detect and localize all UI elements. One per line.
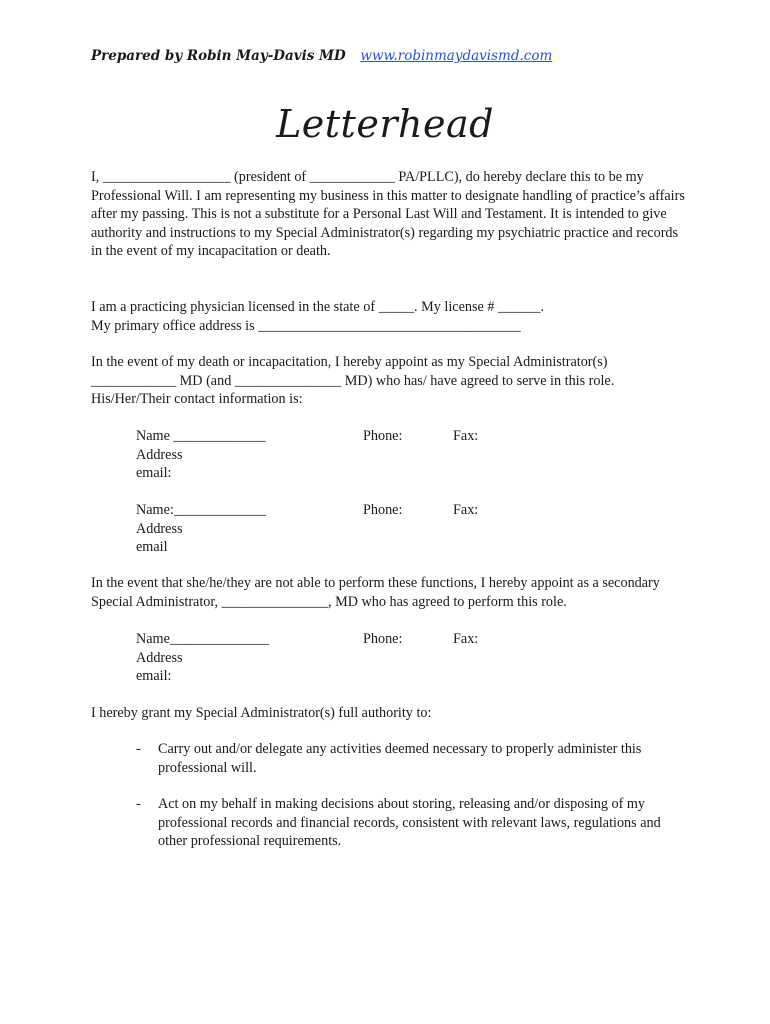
contact-block-3 xyxy=(136,630,636,686)
secondary-appointment-text: In the event that she/he/they are not able to perform these functions, I hereby appoint as a secondary Special Administrator, _______________, MD who has agreed to perform this role. xyxy=(91,575,660,610)
declaration-text: I, __________________ (president of ____________ PA/PLLC), do hereby declare this to be my Professional Will. I am representing my business in this matter to designate handling of practice’s affairs after my passing. This is not a substitute for a Personal Last Will and Testament. It is intended to give authority and instructions to my Special Administrator(s) regarding my psychiatric practice and records in the event of my incapacitation or death. xyxy=(91,169,685,259)
header-website-link[interactable]: www.robinmaydavismd.com xyxy=(360,48,553,64)
bullet-dash: - xyxy=(136,796,141,812)
contact-block-2 xyxy=(136,501,636,557)
office-address-line: My primary office address is _____________________________________ xyxy=(91,317,521,334)
contact2-name: Name:_____________ xyxy=(136,502,267,518)
bullet-dash: - xyxy=(136,741,141,757)
contact1-fax: Fax: xyxy=(453,428,479,444)
appointment-paragraph xyxy=(91,353,686,409)
contact3-name: Name______________ xyxy=(136,631,270,647)
contact1-address: Address xyxy=(136,446,183,463)
header-author: Prepared by Robin May-Davis MD xyxy=(91,48,346,64)
contact3-email: email: xyxy=(136,668,172,684)
contact-block-1 xyxy=(136,427,636,483)
bullet-text: Carry out and/or delegate any activities deemed necessary to properly administer this professional will. xyxy=(158,741,642,776)
contact2-phone: Phone: xyxy=(363,502,403,518)
contact3-fax: Fax: xyxy=(453,631,479,647)
contact2-fax: Fax: xyxy=(453,502,479,518)
contact2-email: email xyxy=(136,539,168,555)
page-title: Letterhead xyxy=(276,102,494,146)
authority-text: I hereby grant my Special Administrator(s) full authority to: xyxy=(91,705,432,721)
authority-paragraph xyxy=(91,704,686,723)
contact1-name: Name _____________ xyxy=(136,428,266,444)
license-line: I am a practicing physician licensed in the state of _____. My license # ______. xyxy=(91,299,545,315)
page-header xyxy=(91,47,552,66)
contact3-address: Address xyxy=(136,649,183,666)
contact2-address: Address xyxy=(136,520,183,537)
declaration-paragraph xyxy=(91,168,686,261)
contact3-phone: Phone: xyxy=(363,631,403,647)
appointment-text: In the event of my death or incapacitation, I hereby appoint as my Special Administrator(s) ____________ MD (and _______________ MD) who has/ have agreed to serve in this role. His/Her/Their contact information is: xyxy=(91,354,615,407)
bullet-text: Act on my behalf in making decisions about storing, releasing and/or disposing of my professional records and financial records, consistent with relevant laws, regulations and other professional requirements. xyxy=(158,796,661,849)
secondary-appointment-paragraph xyxy=(91,574,686,611)
contact1-email: email: xyxy=(136,465,172,481)
contact1-phone: Phone: xyxy=(363,428,403,444)
license-paragraph xyxy=(91,298,686,335)
